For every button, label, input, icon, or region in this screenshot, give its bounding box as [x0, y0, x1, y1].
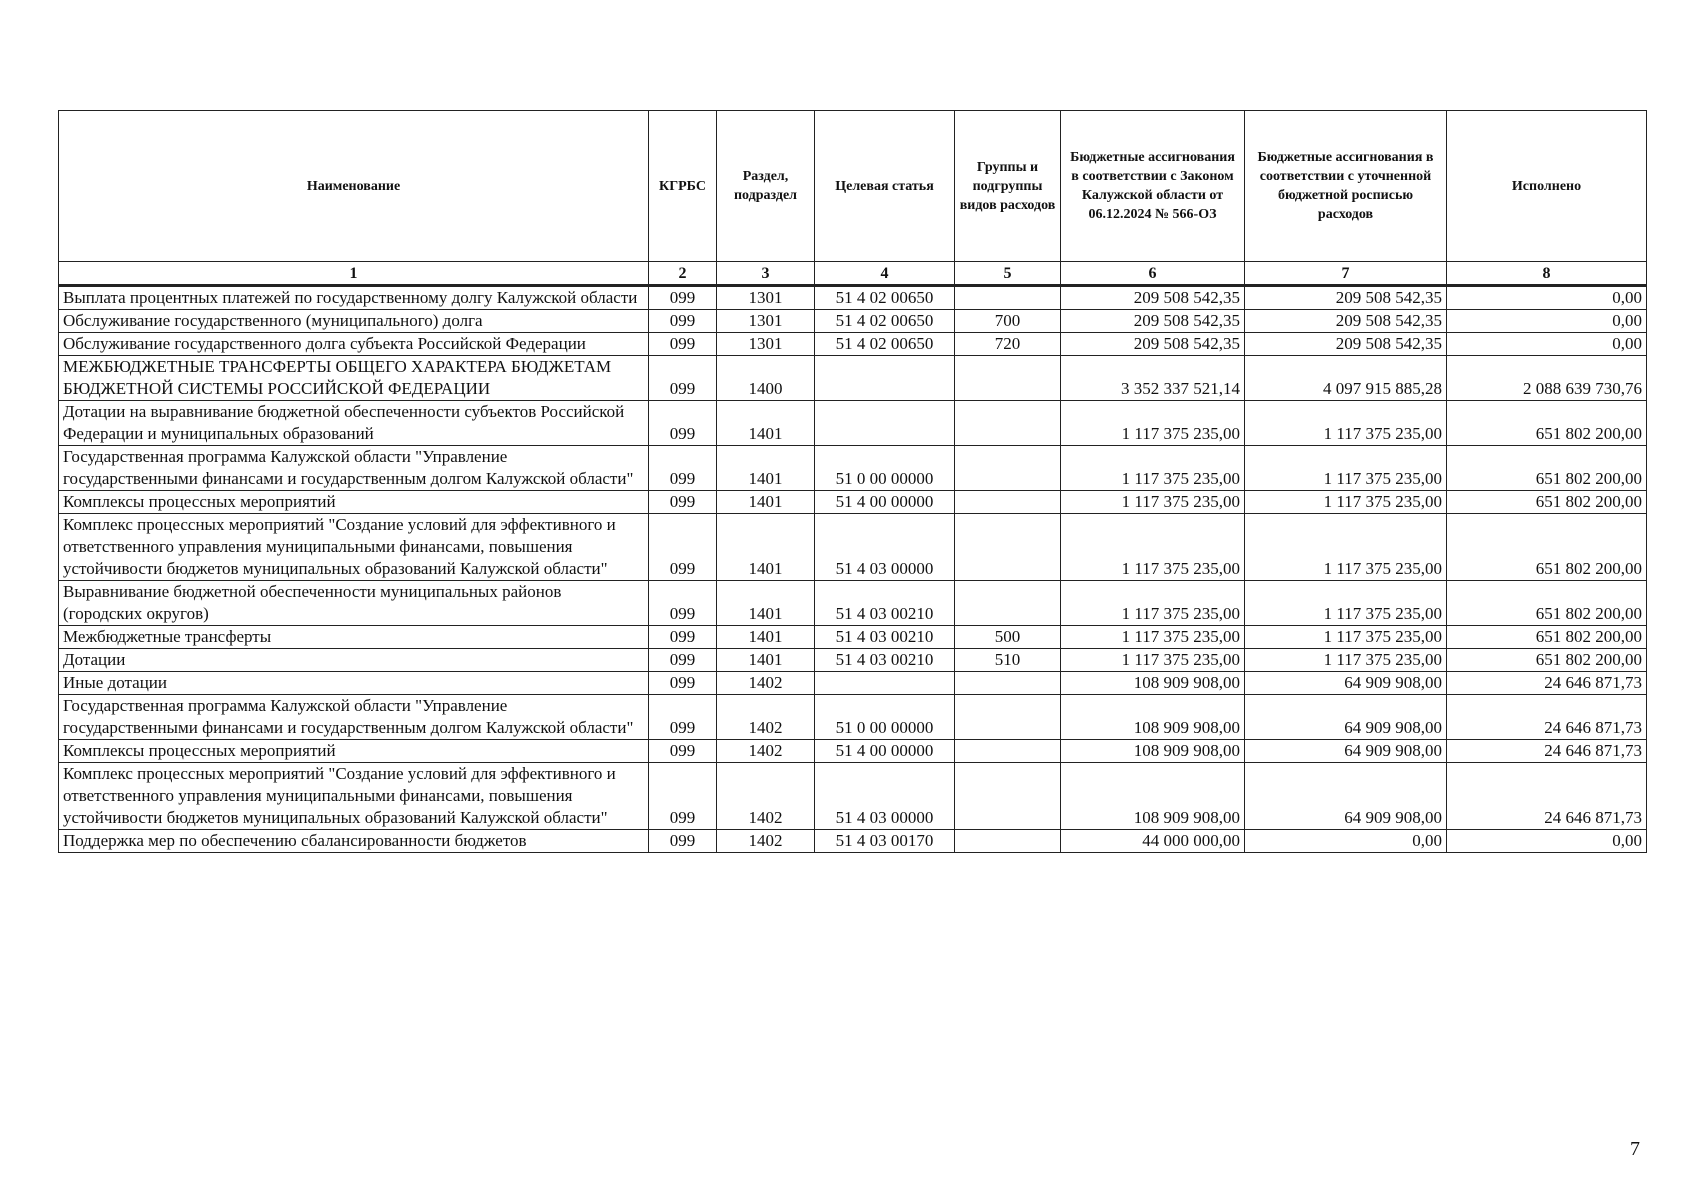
- row-expense-group: [955, 491, 1061, 514]
- row-kgrbs: 099: [649, 286, 717, 310]
- table-row: [59, 491, 1647, 514]
- row-executed: 24 646 871,73: [1447, 763, 1647, 830]
- row-expense-group: [955, 446, 1061, 491]
- row-kgrbs: 099: [649, 763, 717, 830]
- row-target-article: [815, 672, 955, 695]
- row-refined-allocation: 209 508 542,35: [1245, 333, 1447, 356]
- row-refined-allocation: 209 508 542,35: [1245, 310, 1447, 333]
- row-target-article: 51 4 00 00000: [815, 740, 955, 763]
- row-target-article: 51 4 03 00000: [815, 763, 955, 830]
- row-executed: 651 802 200,00: [1447, 649, 1647, 672]
- table-row: [59, 672, 1647, 695]
- row-law-allocation: 1 117 375 235,00: [1061, 491, 1245, 514]
- row-refined-allocation: 0,00: [1245, 830, 1447, 853]
- column-number: 5: [955, 262, 1061, 286]
- row-refined-allocation: 64 909 908,00: [1245, 695, 1447, 740]
- row-kgrbs: 099: [649, 649, 717, 672]
- budget-table-sheet: [58, 110, 1646, 853]
- row-expense-group: [955, 740, 1061, 763]
- header-law-allocations: Бюджетные ассигнования в соответствии с Законом Калужской области от 06.12.2024 № 566-ОЗ: [1061, 111, 1245, 262]
- row-kgrbs: 099: [649, 333, 717, 356]
- row-law-allocation: 108 909 908,00: [1061, 695, 1245, 740]
- row-expense-group: [955, 286, 1061, 310]
- row-target-article: 51 4 02 00650: [815, 310, 955, 333]
- row-target-article: [815, 401, 955, 446]
- row-expense-group: [955, 672, 1061, 695]
- header-expense-groups: Группы и подгруппы видов расходов: [955, 111, 1061, 262]
- row-section: 1401: [717, 446, 815, 491]
- row-refined-allocation: 1 117 375 235,00: [1245, 581, 1447, 626]
- page-number: 7: [1630, 1138, 1640, 1160]
- row-law-allocation: 1 117 375 235,00: [1061, 649, 1245, 672]
- row-law-allocation: 209 508 542,35: [1061, 310, 1245, 333]
- row-expense-group: [955, 830, 1061, 853]
- row-name: Выплата процентных платежей по государственному долгу Калужской области: [59, 286, 649, 310]
- row-kgrbs: 099: [649, 740, 717, 763]
- row-name: Комплексы процессных мероприятий: [59, 740, 649, 763]
- row-law-allocation: 1 117 375 235,00: [1061, 401, 1245, 446]
- row-name: Комплекс процессных мероприятий "Создание условий для эффективного и ответственного управления муниципальными финансами, повышения устойчивости бюджетов муниципальных образований Калужской области": [59, 514, 649, 581]
- table-row: [59, 333, 1647, 356]
- row-refined-allocation: 209 508 542,35: [1245, 286, 1447, 310]
- row-section: 1401: [717, 626, 815, 649]
- column-number: 6: [1061, 262, 1245, 286]
- row-name: Комплексы процессных мероприятий: [59, 491, 649, 514]
- row-executed: 651 802 200,00: [1447, 514, 1647, 581]
- row-expense-group: 700: [955, 310, 1061, 333]
- row-target-article: 51 4 03 00210: [815, 649, 955, 672]
- row-section: 1301: [717, 310, 815, 333]
- row-expense-group: [955, 514, 1061, 581]
- header-name: Наименование: [59, 111, 649, 262]
- row-expense-group: [955, 401, 1061, 446]
- row-expense-group: 720: [955, 333, 1061, 356]
- row-name: Обслуживание государственного долга субъекта Российской Федерации: [59, 333, 649, 356]
- header-section: Раздел, подраздел: [717, 111, 815, 262]
- row-target-article: 51 4 02 00650: [815, 286, 955, 310]
- row-section: 1401: [717, 401, 815, 446]
- row-expense-group: [955, 581, 1061, 626]
- row-target-article: [815, 356, 955, 401]
- row-section: 1301: [717, 286, 815, 310]
- row-refined-allocation: 1 117 375 235,00: [1245, 446, 1447, 491]
- column-number: 8: [1447, 262, 1647, 286]
- column-number: 1: [59, 262, 649, 286]
- row-section: 1402: [717, 672, 815, 695]
- table-row: [59, 446, 1647, 491]
- row-refined-allocation: 1 117 375 235,00: [1245, 401, 1447, 446]
- row-name: Дотации: [59, 649, 649, 672]
- row-kgrbs: 099: [649, 514, 717, 581]
- row-executed: 0,00: [1447, 310, 1647, 333]
- row-kgrbs: 099: [649, 672, 717, 695]
- column-number: 4: [815, 262, 955, 286]
- row-name: Поддержка мер по обеспечению сбалансированности бюджетов: [59, 830, 649, 853]
- row-executed: 651 802 200,00: [1447, 626, 1647, 649]
- table-row: [59, 310, 1647, 333]
- table-body: [59, 286, 1647, 853]
- row-expense-group: [955, 763, 1061, 830]
- row-name: Государственная программа Калужской области "Управление государственными финансами и государственным долгом Калужской области": [59, 446, 649, 491]
- row-refined-allocation: 1 117 375 235,00: [1245, 649, 1447, 672]
- header-kgrbs: КГРБС: [649, 111, 717, 262]
- table-row: [59, 763, 1647, 830]
- row-section: 1402: [717, 740, 815, 763]
- row-kgrbs: 099: [649, 830, 717, 853]
- row-target-article: 51 4 03 00000: [815, 514, 955, 581]
- row-executed: 24 646 871,73: [1447, 740, 1647, 763]
- row-name: Иные дотации: [59, 672, 649, 695]
- row-kgrbs: 099: [649, 310, 717, 333]
- column-number: 3: [717, 262, 815, 286]
- row-name: Государственная программа Калужской области "Управление государственными финансами и государственным долгом Калужской области": [59, 695, 649, 740]
- header-row: [59, 111, 1647, 262]
- table-row: [59, 514, 1647, 581]
- column-number-row: [59, 262, 1647, 286]
- row-kgrbs: 099: [649, 401, 717, 446]
- row-law-allocation: 209 508 542,35: [1061, 286, 1245, 310]
- row-expense-group: 500: [955, 626, 1061, 649]
- row-target-article: 51 4 03 00210: [815, 626, 955, 649]
- row-kgrbs: 099: [649, 626, 717, 649]
- table-row: [59, 356, 1647, 401]
- row-name: МЕЖБЮДЖЕТНЫЕ ТРАНСФЕРТЫ ОБЩЕГО ХАРАКТЕРА БЮДЖЕТАМ БЮДЖЕТНОЙ СИСТЕМЫ РОССИЙСКОЙ ФЕДЕРАЦИИ: [59, 356, 649, 401]
- budget-execution-table: [58, 110, 1647, 853]
- row-name: Дотации на выравнивание бюджетной обеспеченности субъектов Российской Федерации и муниципальных образований: [59, 401, 649, 446]
- row-section: 1401: [717, 514, 815, 581]
- row-refined-allocation: 1 117 375 235,00: [1245, 514, 1447, 581]
- row-executed: 24 646 871,73: [1447, 695, 1647, 740]
- table-row: [59, 581, 1647, 626]
- header-target-article: Целевая статья: [815, 111, 955, 262]
- row-target-article: 51 4 00 00000: [815, 491, 955, 514]
- row-target-article: 51 0 00 00000: [815, 695, 955, 740]
- column-number: 2: [649, 262, 717, 286]
- row-law-allocation: 108 909 908,00: [1061, 763, 1245, 830]
- row-target-article: 51 4 03 00210: [815, 581, 955, 626]
- row-law-allocation: 108 909 908,00: [1061, 672, 1245, 695]
- row-name: Межбюджетные трансферты: [59, 626, 649, 649]
- row-executed: 651 802 200,00: [1447, 581, 1647, 626]
- header-executed: Исполнено: [1447, 111, 1647, 262]
- row-executed: 0,00: [1447, 286, 1647, 310]
- row-executed: 24 646 871,73: [1447, 672, 1647, 695]
- row-refined-allocation: 64 909 908,00: [1245, 740, 1447, 763]
- row-executed: 651 802 200,00: [1447, 446, 1647, 491]
- row-expense-group: 510: [955, 649, 1061, 672]
- row-law-allocation: 1 117 375 235,00: [1061, 514, 1245, 581]
- row-kgrbs: 099: [649, 356, 717, 401]
- row-law-allocation: 209 508 542,35: [1061, 333, 1245, 356]
- row-law-allocation: 1 117 375 235,00: [1061, 581, 1245, 626]
- row-law-allocation: 108 909 908,00: [1061, 740, 1245, 763]
- row-section: 1401: [717, 491, 815, 514]
- row-target-article: 51 4 02 00650: [815, 333, 955, 356]
- row-law-allocation: 1 117 375 235,00: [1061, 446, 1245, 491]
- row-section: 1402: [717, 695, 815, 740]
- row-executed: 651 802 200,00: [1447, 401, 1647, 446]
- row-law-allocation: 3 352 337 521,14: [1061, 356, 1245, 401]
- row-section: 1402: [717, 763, 815, 830]
- table-row: [59, 830, 1647, 853]
- row-section: 1402: [717, 830, 815, 853]
- column-number: 7: [1245, 262, 1447, 286]
- row-name: Выравнивание бюджетной обеспеченности муниципальных районов (городских округов): [59, 581, 649, 626]
- row-expense-group: [955, 356, 1061, 401]
- row-executed: 651 802 200,00: [1447, 491, 1647, 514]
- row-kgrbs: 099: [649, 491, 717, 514]
- row-target-article: 51 0 00 00000: [815, 446, 955, 491]
- row-section: 1301: [717, 333, 815, 356]
- row-refined-allocation: 64 909 908,00: [1245, 763, 1447, 830]
- row-law-allocation: 44 000 000,00: [1061, 830, 1245, 853]
- table-row: [59, 626, 1647, 649]
- table-row: [59, 286, 1647, 310]
- header-refined-allocations: Бюджетные ассигнования в соответствии с уточненной бюджетной росписью расходов: [1245, 111, 1447, 262]
- row-refined-allocation: 4 097 915 885,28: [1245, 356, 1447, 401]
- row-name: Обслуживание государственного (муниципального) долга: [59, 310, 649, 333]
- table-row: [59, 740, 1647, 763]
- row-executed: 2 088 639 730,76: [1447, 356, 1647, 401]
- row-executed: 0,00: [1447, 333, 1647, 356]
- row-refined-allocation: 1 117 375 235,00: [1245, 491, 1447, 514]
- table-row: [59, 649, 1647, 672]
- row-target-article: 51 4 03 00170: [815, 830, 955, 853]
- row-name: Комплекс процессных мероприятий "Создание условий для эффективного и ответственного управления муниципальными финансами, повышения устойчивости бюджетов муниципальных образований Калужской области": [59, 763, 649, 830]
- row-section: 1401: [717, 581, 815, 626]
- row-kgrbs: 099: [649, 695, 717, 740]
- row-section: 1401: [717, 649, 815, 672]
- row-refined-allocation: 64 909 908,00: [1245, 672, 1447, 695]
- row-section: 1400: [717, 356, 815, 401]
- table-row: [59, 401, 1647, 446]
- row-executed: 0,00: [1447, 830, 1647, 853]
- row-kgrbs: 099: [649, 446, 717, 491]
- row-kgrbs: 099: [649, 581, 717, 626]
- row-refined-allocation: 1 117 375 235,00: [1245, 626, 1447, 649]
- row-law-allocation: 1 117 375 235,00: [1061, 626, 1245, 649]
- table-row: [59, 695, 1647, 740]
- row-expense-group: [955, 695, 1061, 740]
